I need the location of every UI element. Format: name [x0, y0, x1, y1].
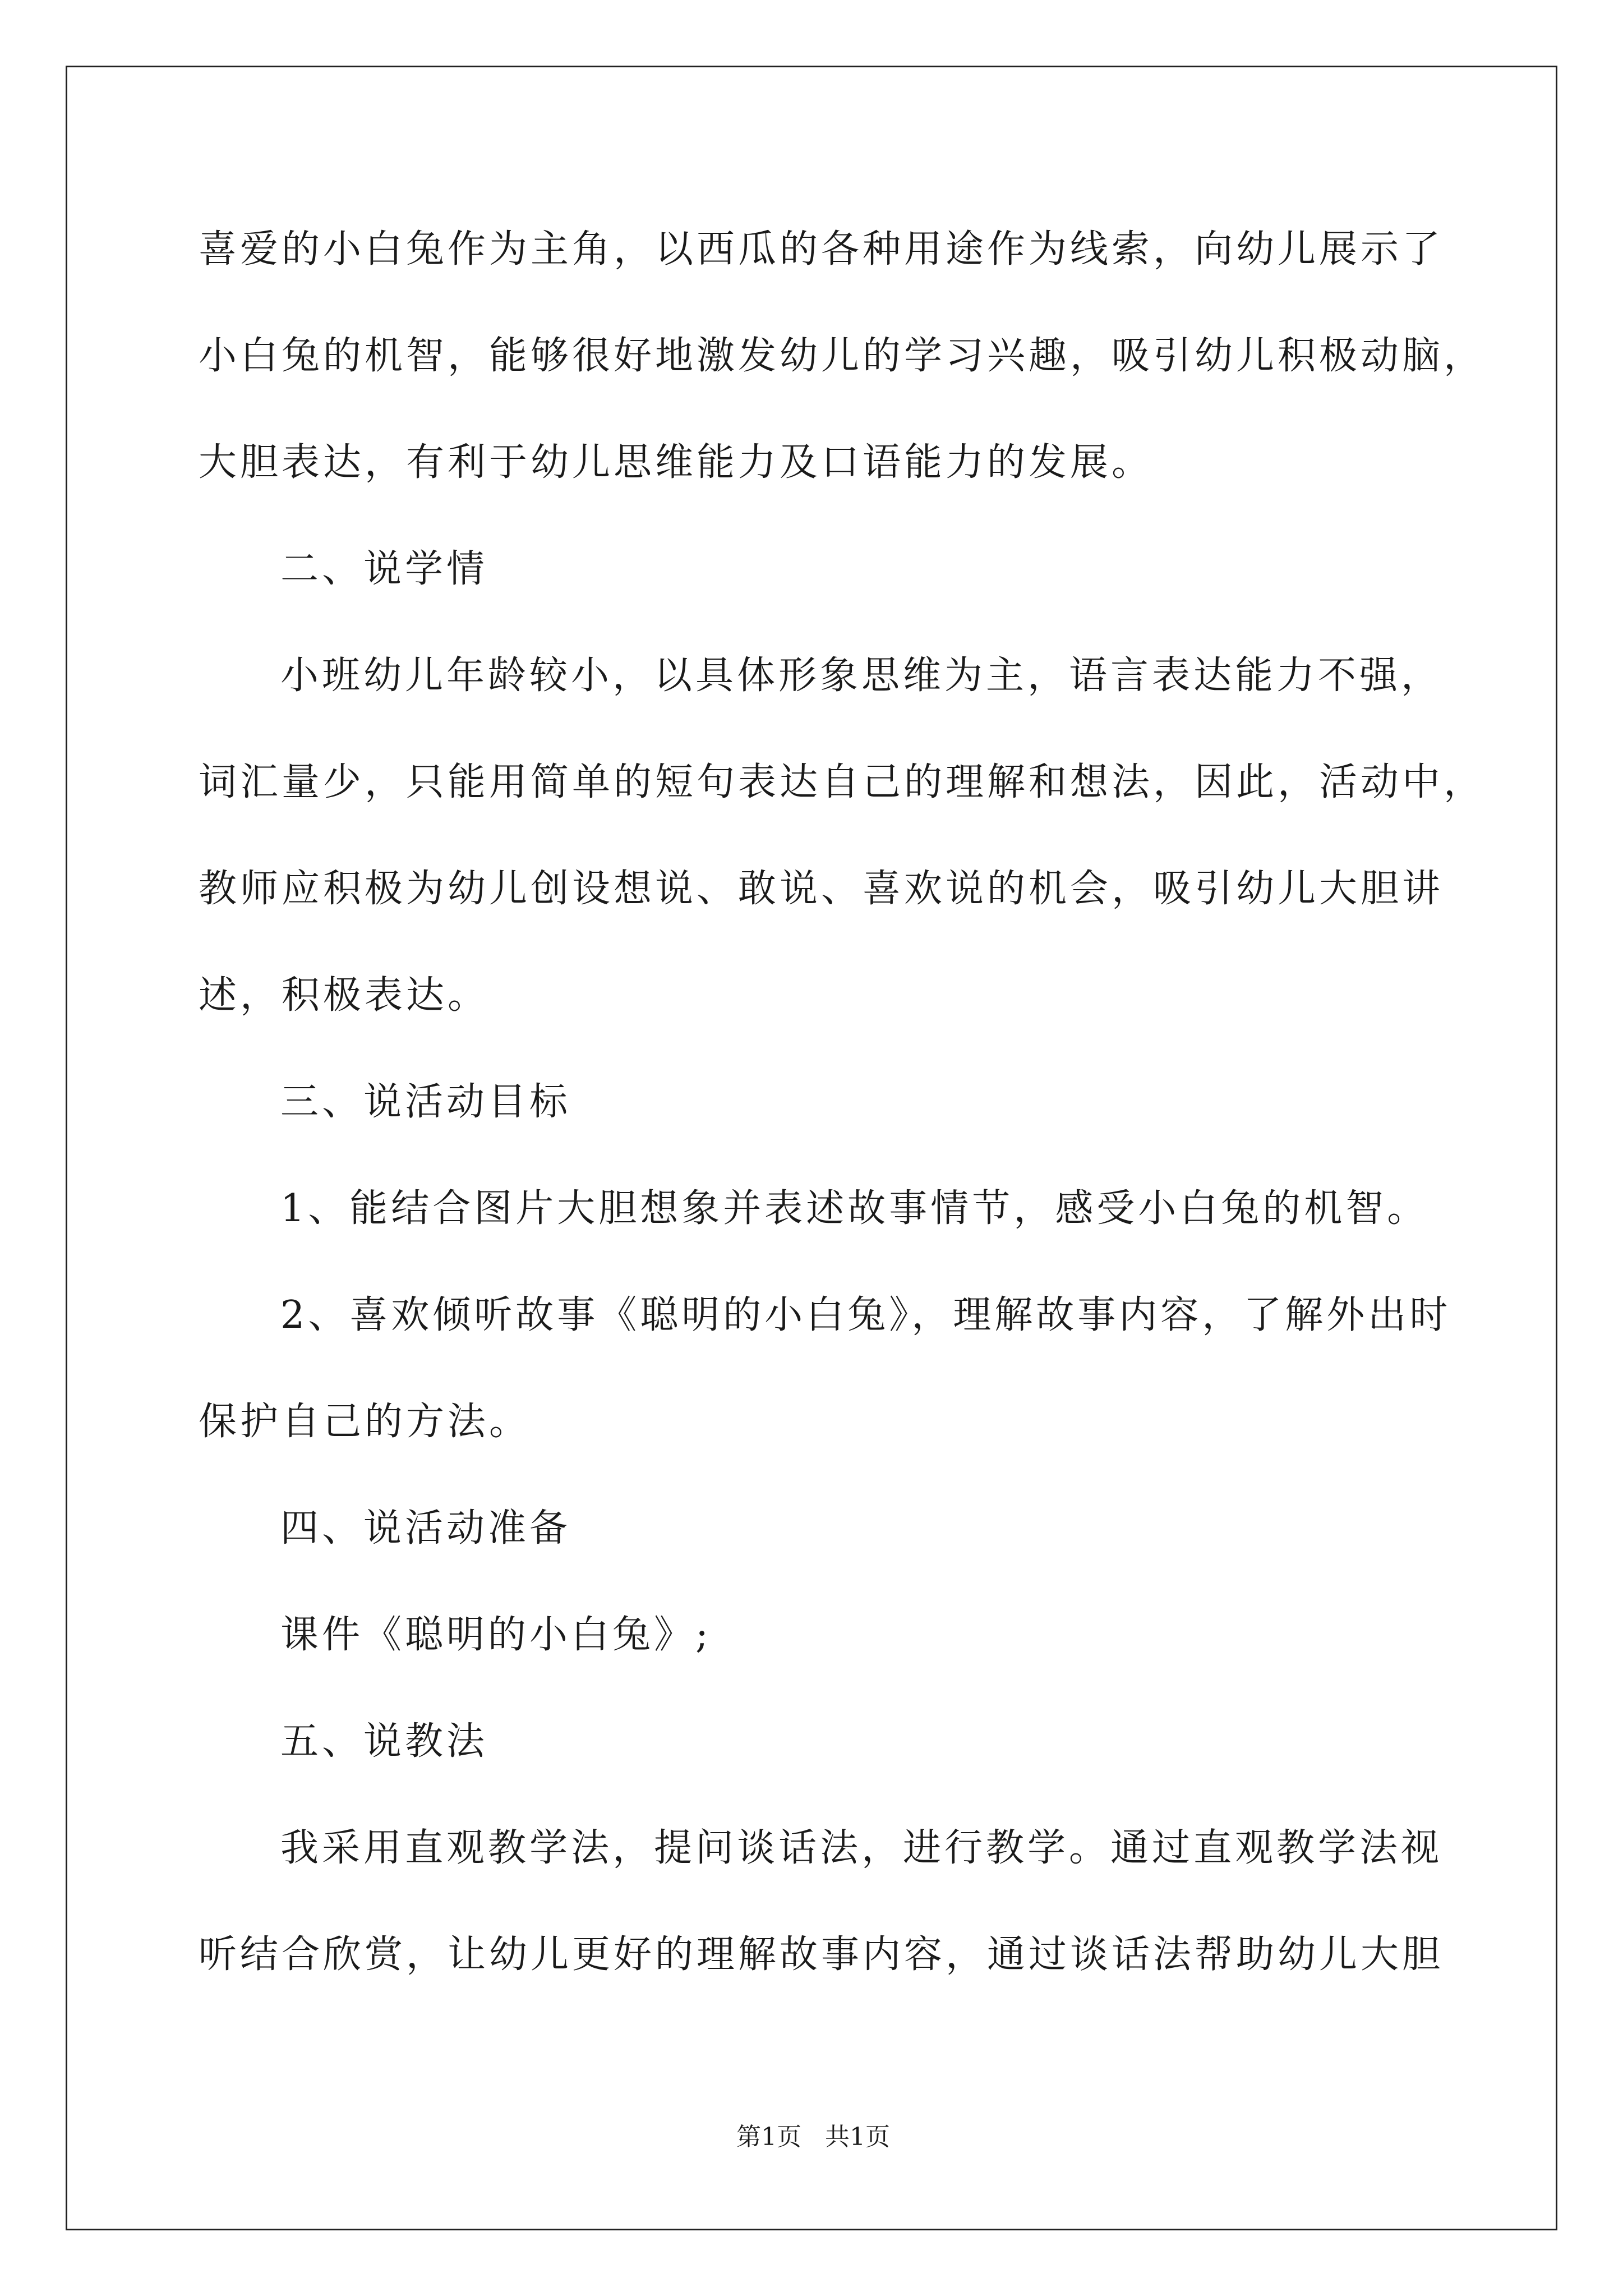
paragraph-first-line: 五、说教法: [280, 1719, 488, 1764]
paragraph-line: 大胆表达，有利于幼儿思维能力及口语能力的发展。: [199, 440, 1154, 485]
paragraph-line: 小白兔的机智，能够很好地激发幼儿的学习兴趣，吸引幼儿积极动脑，: [199, 334, 1486, 378]
paragraph-line: 喜爱的小白兔作为主角，以西瓜的各种用途作为线索，向幼儿展示了: [199, 227, 1444, 272]
paragraph-line: 述，积极表达。: [199, 973, 490, 1018]
paragraph-line: 保护自己的方法。: [199, 1400, 531, 1444]
paragraph-line: 听结合欣赏，让幼儿更好的理解故事内容，通过谈话法帮助幼儿大胆: [199, 1932, 1444, 1977]
paragraph-first-line: 1、能结合图片大胆想象并表述故事情节，感受小白兔的机智。: [280, 1186, 1429, 1231]
paragraph-first-line: 2、喜欢倾听故事《聪明的小白兔》，理解故事内容，了解外出时: [280, 1293, 1451, 1337]
paragraph-first-line: 我采用直观教学法，提问谈话法，进行教学。通过直观教学法视: [280, 1826, 1443, 1870]
paragraph-first-line: 四、说活动准备: [280, 1506, 571, 1550]
paragraph-first-line: 二、说学情: [280, 547, 488, 591]
paragraph-first-line: 小班幼儿年龄较小，以具体形象思维为主，语言表达能力不强，: [280, 654, 1443, 698]
page-footer: 第1页 共1页: [736, 2123, 890, 2151]
paragraph-first-line: 三、说活动目标: [280, 1080, 571, 1124]
page-frame: [66, 66, 1557, 2230]
paragraph-line: 词汇量少，只能用简单的短句表达自己的理解和想法，因此，活动中，: [199, 760, 1486, 804]
paragraph-first-line: 课件《聪明的小白兔》;: [280, 1613, 712, 1657]
paragraph-line: 教师应积极为幼儿创设想说、敢说、喜欢说的机会，吸引幼儿大胆讲: [199, 867, 1444, 911]
